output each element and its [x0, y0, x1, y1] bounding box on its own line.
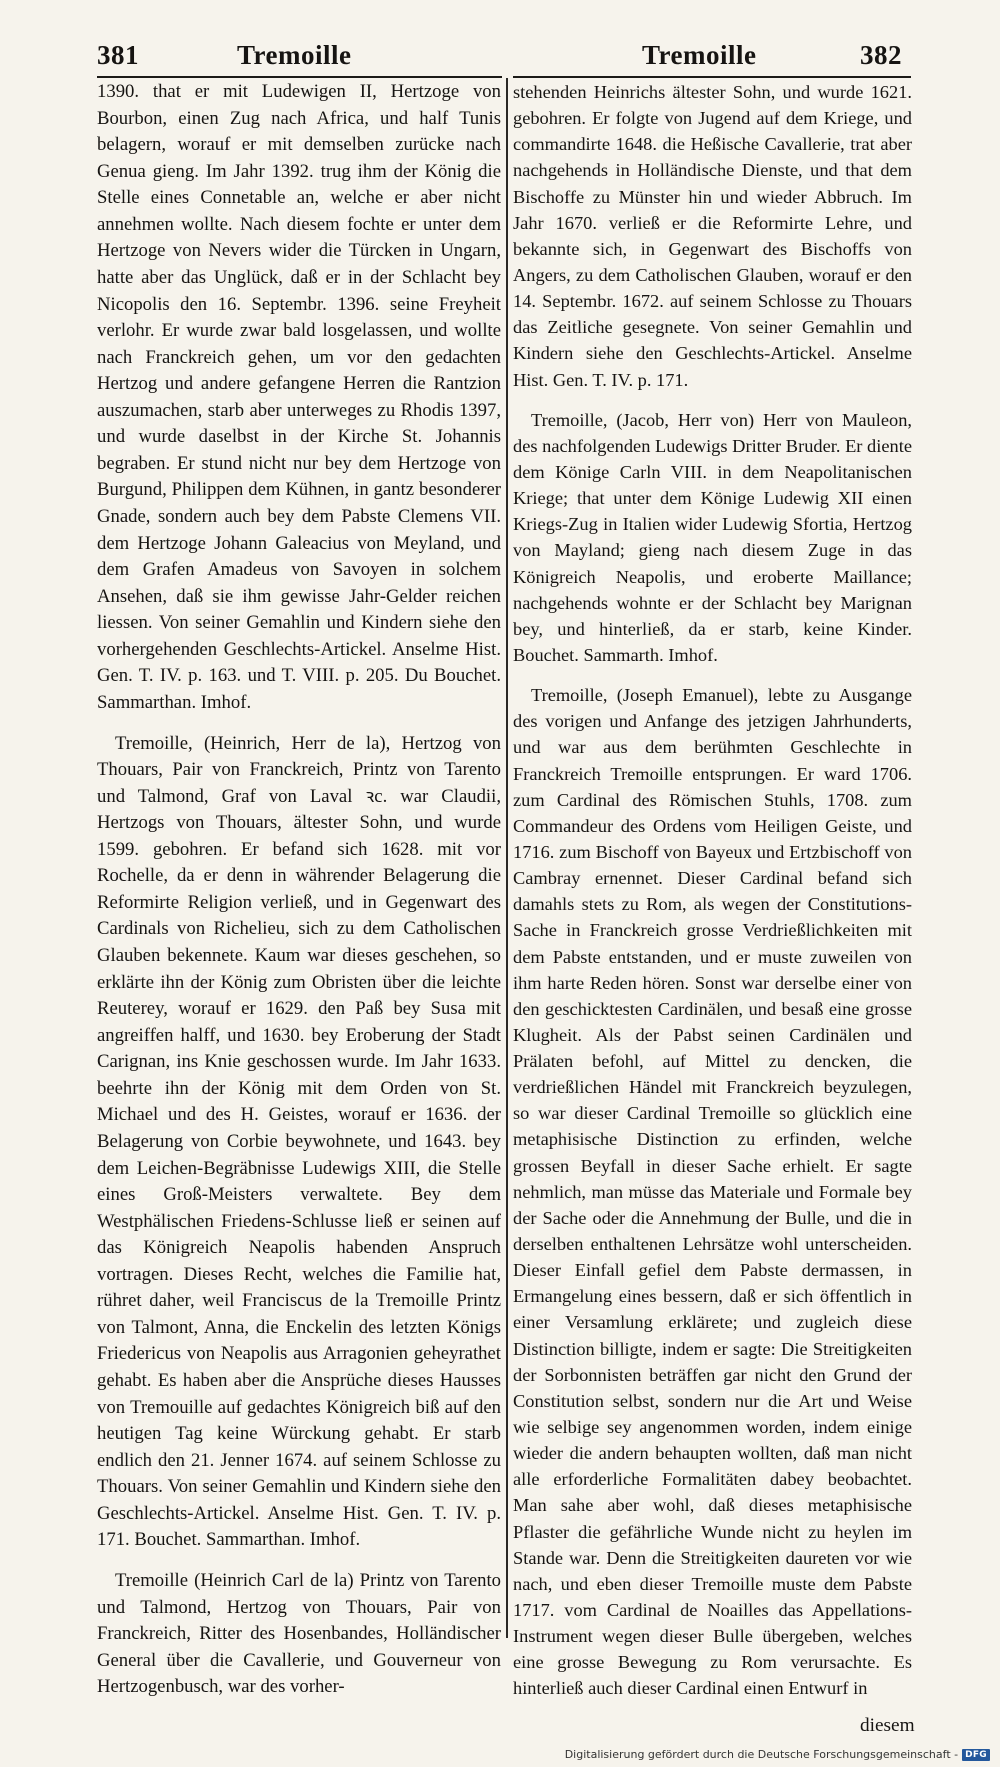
header-rule-left: [97, 76, 502, 78]
dfg-logo-icon: DFG: [962, 1749, 990, 1761]
entry-tremoille-joseph-emanuel: Tremoille, (Joseph Emanuel), lebte zu Ausgange des vorigen und Anfange des jetzigen Jahrhunderts, und war aus dem berühmten Geschlechte in Franckreich Tremoille entsprungen. Er ward 1706. zum Cardinal des Römischen Stuhls, 1708. zum Commandeur des Ordens vom Heiligen Geiste, und 1716. zum Bischoff von Bayeux und Ertzbischoff von Cambray ernennet. Dieser Cardinal befand sich damahls stets zu Rom, als wegen der Constitutions-Sache in Franckreich grosse Verdrießlichkeiten mit dem Pabste entstanden, und er muste zuweilen von ihm harte Reden hören. Sonst war derselbe einer von den geschicktesten Cardinälen, und besaß eine grosse Klugheit. Als der Pabst seinen Cardinälen und Prälaten befohl, auf Mittel zu dencken, die verdrießlichen Händel mit Franckreich beyzulegen, so war dieser Cardinal Tremoille so glücklich eine metaphisische Distinction zu erfinden, welche grossen Beyfall in dieser Sache erhielt. Er sagte nehmlich, man müsse das Materiale und Formale bey der Sache oder die Annehmung der Bulle, und die in derselben enthaltenen Lehrsätze wohl unterscheiden. Dieser Einfall gefiel dem Pabste dermassen, in Ermangelung eines bessern, daß er sich öffentlich in einer Versamlung erklärete; und zugleich diese Distinction billigte, indem er sagte: Die Streitigkeiten der Sorbonnisten beträffen gar nicht den Grund der Constitution selbst, sondern nur die Art und Weise wie selbige sey angenommen worden, indem einige wieder die andern behaupten wollten, daß man nicht alle erforderliche Formalitäten dabey beobachtet. Man sahe aber wohl, daß dieses metaphisische Pflaster die gefährliche Wunde nicht zu heylen im Stande war. Denn die Streitigkeiten daureten vor wie nach, und eben dieser Tremoille muste dem Pabste 1717. vom Cardinal de Noailles das Appellations-Instrument wegen dieser Bulle übergeben, welches eine grosse Bewegung zu Rom verursachte. Es hinterließ auch dieser Cardinal einen Entwurf in: [513, 685, 912, 1699]
paragraph-heinrich-carl-continuation: stehenden Heinrichs ältester Sohn, und wurde 1621. gebohren. Er folgte von Jugend auf dem Kriege, und commandirte 1648. die Heßische Cavallerie, trat aber nachgehends in Holländische Dienste, und that dem Bischoffe zu Münster hin und wieder Abbruch. Im Jahr 1670. verließ er die Reformirte Lehre, und bekannte sich, in Gegenwart des Bischoffs von Angers, zu dem Catholischen Glauben, worauf er den 14. Septembr. 1672. auf seinem Schlosse zu Thouars das Zeitliche gesegnete. Von seiner Gemahlin und Kindern siehe den Geschlechts-Artickel. Anselme Hist. Gen. T. IV. p. 171.: [513, 82, 912, 390]
right-column: [513, 79, 912, 1702]
footer-credit: Digitalisierung gefördert durch die Deutsche Forschungsgemeinschaft -: [564, 1748, 959, 1761]
paragraph-bourbon-continuation: 1390. that er mit Ludewigen II, Hertzoge von Bourbon, einen Zug nach Africa, und half Tunis belagern, worauf er mit demselben zurücke nach Genua gieng. Im Jahr 1392. trug ihm der König die Stelle eines Connetable an, welche er aber nicht annehmen wollte. Nach diesem fochte er unter dem Hertzoge von Nevers wider die Türcken in Ungarn, hatte aber das Unglück, daß er in der Schlacht bey Nicopolis den 16. Septembr. 1396. seine Freyheit verlohr. Er wurde zwar bald losgelassen, und wollte nach Franckreich gehen, um vor den gedachten Hertzog und andere gefangene Herren die Rantzion auszumachen, starb aber unterweges zu Rhodis 1397, und wurde daselbst in der Kirche St. Johannis begraben. Er stund nicht nur bey dem Hertzoge von Burgund, Philippen dem Kühnen, in gantz besonderer Gnade, sondern auch bey dem Pabste Clemens VII. dem Hertzoge Johann Galeacius von Meyland, und dem Grafen Amadeus von Savoyen in solchem Ansehen, daß sie ihm gewisse Jahr-Gelder reichen liessen. Von seiner Gemahlin und Kindern siehe den vorhergehenden Geschlechts-Artickel. Anselme Hist. Gen. T. IV. p. 163. und T. VIII. p. 205. Du Bouchet. Sammarthan. Imhof.: [97, 81, 501, 713]
entry-tremoille-heinrich-carl: Tremoille (Heinrich Carl de la) Printz von Tarento und Talmond, Hertzog von Thouars, Pair von Franckreich, Ritter des Hosenbandes, Holländischer General über die Cavallerie, und Gouverneur von Hertzogenbusch, war des vorher-: [97, 1569, 501, 1698]
entry-tremoille-jacob: Tremoille, (Jacob, Herr von) Herr von Mauleon, des nachfolgenden Ludewigs Dritter Bruder. Er diente dem Könige Carln VIII. in dem Neapolitanischen Kriege; that unter dem Könige Ludewig XII einen Kriegs-Zug in Italien wider Ludewig Sfortia, Hertzog von Mayland; gieng nach diesem Zuge in das Königreich Neapolis, und eroberte Maillance; nachgehends wohnte er der Schlacht bey Marignan bey, und hinterließ, da er starb, keine Kinder. Bouchet. Sammarth. Imhof.: [513, 409, 912, 665]
right-page-number: 382: [860, 40, 902, 70]
column-divider: [506, 78, 508, 1638]
header-rule-right: [513, 76, 911, 78]
entry-tremoille-heinrich: Tremoille, (Heinrich, Herr de la), Hertzog von Thouars, Pair von Franckreich, Printz von Tarento und Talmond, Graf von Laval ꝛc. war Claudii, Hertzogs von Thouars, ältester Sohn, und wurde 1599. gebohren. Er befand sich 1628. mit vor Rochelle, da er denn in währender Belagerung die Reformirte Religion verließ, und in Gegenwart des Cardinals von Richelieu, sich zu dem Catholischen Glauben bekennete. Kaum war dieses geschehen, so erklärte ihn der König zum Obristen über die leichte Reuterey, worauf er 1629. den Paß bey Susa mit angreiffen halff, und 1630. bey Eroberung der Stadt Carignan, ins Knie geschossen wurde. Im Jahr 1633. beehrte ihn der König mit dem Orden von St. Michael und des H. Geistes, worauf er 1636. der Belagerung von Corbie beywohnete, und 1643. bey dem Leichen-Begräbnisse Ludewigs XIII, die Stelle eines Groß-Meisters verwaltete. Bey dem Westphälischen Friedens-Schlusse ließ er seinen auf das Königreich Neapolis habenden Anspruch vortragen. Dieses Recht, welches die Familie hat, rühret daher, weil Franciscus de la Tremoille Printz von Talmont, Anna, die Enckelin des letzten Königs Friedericus von Neapolis aus Arragonien geheyrathet gehabt. Es haben aber die Ansprüche dieses Hausses von Tremouille auf gedachtes Königreich biß auf den heutigen Tag keine Würckung gehabt. Er starb endlich den 21. Jenner 1674. auf seinem Schlosse zu Thouars. Von seiner Gemahlin und Kindern siehe den Geschlechts-Artickel. Anselme Hist. Gen. T. IV. p. 171. Bouchet. Sammarthan. Imhof.: [97, 732, 501, 1551]
left-page-number: 381: [97, 40, 139, 70]
right-running-title: Tremoille: [642, 40, 757, 70]
digitization-footer: [565, 1748, 990, 1761]
left-running-title: Tremoille: [237, 40, 352, 70]
catchword: diesem: [860, 1715, 915, 1736]
left-column: [97, 79, 501, 1701]
